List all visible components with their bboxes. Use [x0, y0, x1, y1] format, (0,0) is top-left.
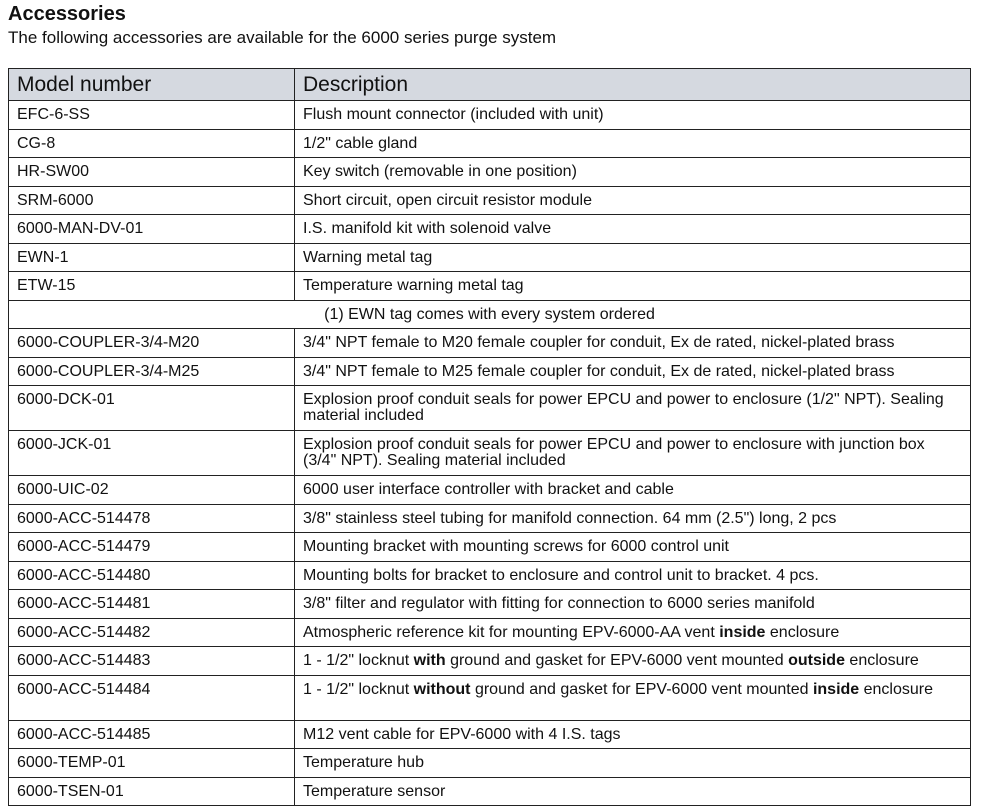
description-cell: M12 vent cable for EPV-6000 with 4 I.S. tags [295, 720, 971, 749]
table-row [9, 749, 971, 778]
description-cell: Warning metal tag [295, 243, 971, 272]
description-cell: Explosion proof conduit seals for power EPCU and power to enclosure (1/2" NPT). Sealing material included [295, 386, 971, 431]
description-text: 1 - 1/2" locknut [303, 652, 414, 669]
model-cell: EFC-6-SS [9, 101, 295, 130]
description-cell: Mounting bracket with mounting screws for 6000 control unit [295, 533, 971, 562]
table-row [9, 158, 971, 187]
footnote-row [9, 300, 971, 329]
description-cell: Short circuit, open circuit resistor module [295, 186, 971, 215]
model-cell: 6000-ACC-514483 [9, 647, 295, 676]
description-cell [295, 618, 971, 647]
description-text: Atmospheric reference kit for mounting EPV-6000-AA vent [303, 623, 720, 641]
column-header-description: Description [295, 69, 971, 101]
table-row [9, 675, 971, 720]
model-cell: EWN-1 [9, 243, 295, 272]
table-row [9, 431, 971, 476]
description-cell: Key switch (removable in one position) [295, 158, 971, 187]
model-cell: 6000-COUPLER-3/4-M20 [9, 329, 295, 358]
table-row [9, 533, 971, 562]
description-emphasis: outside [788, 652, 845, 669]
description-cell: 1/2" cable gland [295, 129, 971, 158]
description-text: enclosure [844, 652, 919, 669]
table-row [9, 720, 971, 749]
model-cell: 6000-UIC-02 [9, 476, 295, 505]
model-cell: 6000-DCK-01 [9, 386, 295, 431]
header-row [9, 69, 971, 101]
model-cell: 6000-COUPLER-3/4-M25 [9, 357, 295, 386]
table-row [9, 215, 971, 244]
model-cell: HR-SW00 [9, 158, 295, 187]
model-cell: SRM-6000 [9, 186, 295, 215]
description-cell [295, 675, 971, 720]
table-row [9, 476, 971, 505]
description-cell: 3/8" stainless steel tubing for manifold connection. 64 mm (2.5") long, 2 pcs [295, 504, 971, 533]
model-cell: 6000-ACC-514478 [9, 504, 295, 533]
description-text: enclosure [765, 623, 840, 641]
table-row [9, 590, 971, 619]
description-text: ground and gasket for EPV-6000 vent mounted [445, 652, 789, 669]
description-emphasis: inside [719, 623, 766, 641]
description-cell: Temperature hub [295, 749, 971, 778]
description-emphasis: inside [812, 680, 860, 698]
table-row [9, 504, 971, 533]
description-emphasis: with [413, 652, 446, 669]
model-cell: 6000-ACC-514482 [9, 618, 295, 647]
page-intro: The following accessories are available for the 6000 series purge system [8, 28, 557, 47]
table-row [9, 386, 971, 431]
table-row [9, 329, 971, 358]
footnote-cell: (1) EWN tag comes with every system ordered [9, 300, 971, 329]
description-cell: Explosion proof conduit seals for power EPCU and power to enclosure with junction box (3/4" NPT). Sealing material included [295, 431, 971, 476]
model-cell: 6000-ACC-514480 [9, 561, 295, 590]
description-text: 1 - 1/2" locknut [303, 680, 414, 698]
description-cell: 3/8" filter and regulator with fitting for connection to 6000 series manifold [295, 590, 971, 619]
description-cell [295, 647, 971, 676]
description-cell: 6000 user interface controller with bracket and cable [295, 476, 971, 505]
description-cell: 3/4" NPT female to M25 female coupler for conduit, Ex de rated, nickel-plated brass [295, 357, 971, 386]
description-text: ground and gasket for EPV-6000 vent mounted [470, 680, 813, 698]
model-cell: 6000-TSEN-01 [9, 777, 295, 806]
model-cell: 6000-TEMP-01 [9, 749, 295, 778]
model-cell: 6000-JCK-01 [9, 431, 295, 476]
table-row [9, 243, 971, 272]
model-cell: 6000-MAN-DV-01 [9, 215, 295, 244]
model-cell: 6000-ACC-514479 [9, 533, 295, 562]
table-row [9, 186, 971, 215]
table-row [9, 561, 971, 590]
table-row [9, 618, 971, 647]
model-cell: CG-8 [9, 129, 295, 158]
page-title: Accessories [8, 3, 126, 25]
table-row [9, 129, 971, 158]
description-emphasis: without [413, 680, 471, 698]
table-row [9, 357, 971, 386]
description-cell: Mounting bolts for bracket to enclosure and control unit to bracket. 4 pcs. [295, 561, 971, 590]
accessories-table [8, 68, 971, 806]
model-cell: 6000-ACC-514485 [9, 720, 295, 749]
table-row [9, 647, 971, 676]
description-cell: Temperature warning metal tag [295, 272, 971, 301]
description-cell: Temperature sensor [295, 777, 971, 806]
description-text: enclosure [859, 680, 934, 698]
description-cell: Flush mount connector (included with unit) [295, 101, 971, 130]
model-cell: 6000-ACC-514484 [9, 675, 295, 720]
model-cell: 6000-ACC-514481 [9, 590, 295, 619]
description-cell: 3/4" NPT female to M20 female coupler for conduit, Ex de rated, nickel-plated brass [295, 329, 971, 358]
table-row [9, 777, 971, 806]
model-cell: ETW-15 [9, 272, 295, 301]
table-row [9, 101, 971, 130]
column-header-model: Model number [9, 69, 295, 101]
table-row [9, 272, 971, 301]
description-cell: I.S. manifold kit with solenoid valve [295, 215, 971, 244]
